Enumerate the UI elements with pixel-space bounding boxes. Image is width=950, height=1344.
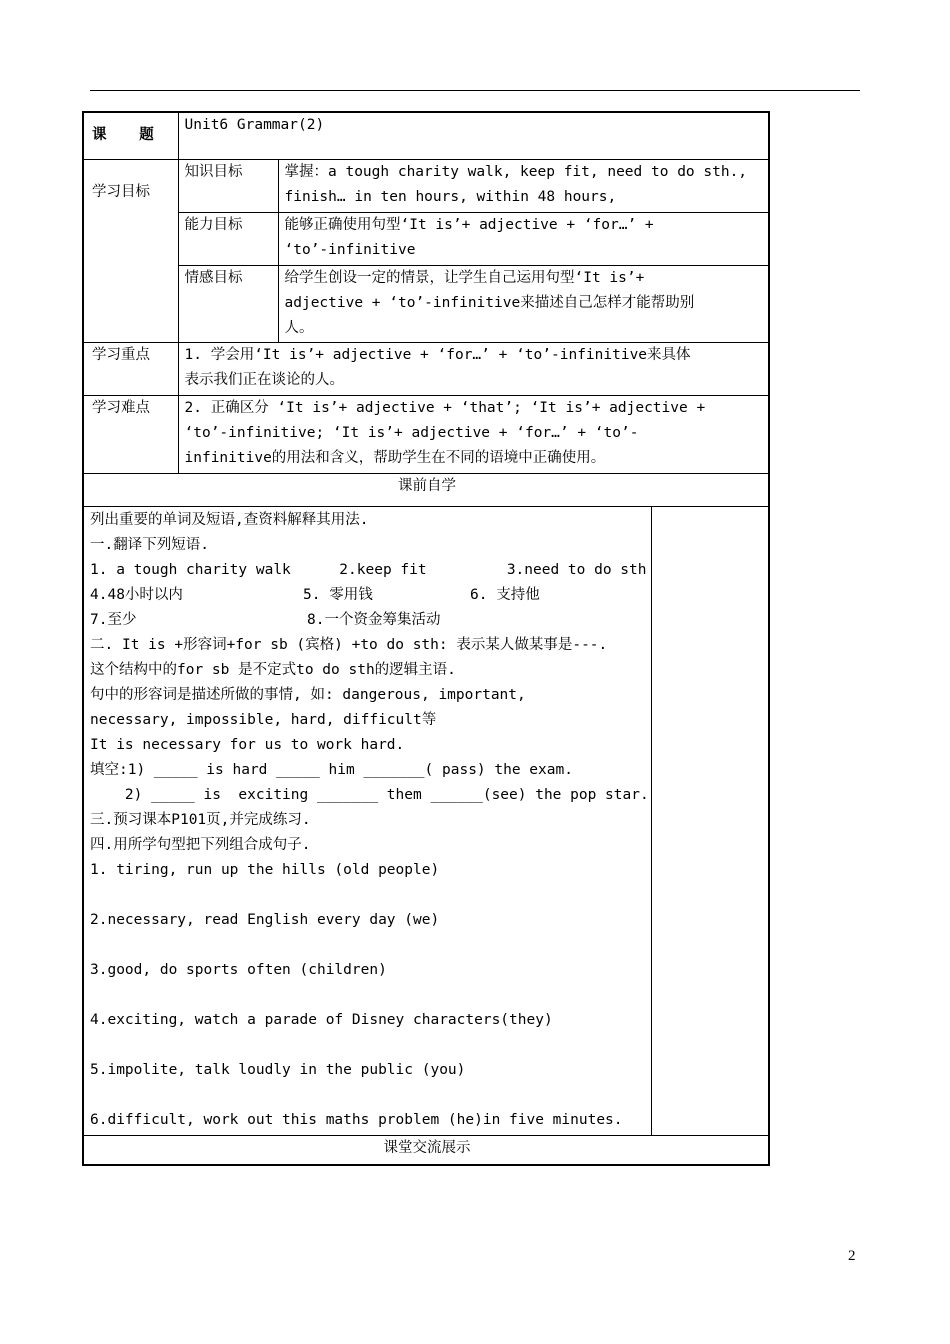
goal-text-emotion	[278, 265, 769, 342]
page-number: 2	[848, 1248, 856, 1264]
header-rule	[90, 90, 860, 91]
section-title: 三.预习课本P101页,并完成练习.	[90, 811, 311, 828]
prestudy-header-row	[83, 473, 769, 506]
focus-line: 表示我们正在谈论的人。	[184, 371, 344, 388]
phrase-item: 2.keep fit	[339, 561, 427, 578]
answer-space[interactable]	[90, 1033, 647, 1058]
focus-row	[83, 342, 769, 395]
goals-label: 学习目标	[83, 159, 178, 342]
goal-text-ability	[278, 212, 769, 265]
phrase-item: 6. 支持他	[470, 586, 540, 603]
goal-row-emotion	[83, 265, 769, 342]
focus-line: 1. 学会用‘It is’+ adjective + ‘for…’ + ‘to’-infinitive来具体	[184, 346, 691, 363]
difficulty-label: 学习难点	[83, 395, 178, 473]
phrase-item: 3.need to do sth	[506, 561, 647, 578]
classroom-header-row	[83, 1135, 769, 1165]
prestudy-intro: 列出重要的单词及短语,查资料解释其用法.	[90, 511, 369, 528]
grammar-line: 2) _____ is exciting _______ them ______(see) the pop star.	[90, 786, 649, 803]
sentence-item: 1. tiring, run up the hills (old people)	[90, 861, 440, 878]
goal-name-ability: 能力目标	[178, 212, 278, 265]
difficulty-line: infinitive的用法和含义，帮助学生在不同的语境中正确使用。	[184, 449, 606, 466]
goal-row-knowledge	[83, 159, 769, 212]
difficulty-line: ‘to’-infinitive; ‘It is’+ adjective + ‘for…’ + ‘to’-	[184, 424, 639, 441]
grammar-line: 二. It is +形容词+for sb (宾格) +to do sth: 表示某人做某事是---.	[90, 636, 608, 653]
phrase-item: 1. a tough charity walk	[90, 561, 291, 578]
notes-column	[651, 506, 769, 1135]
goal-line: 给学生创设一定的情景，让学生自己运用句型‘It is’+	[284, 269, 645, 286]
grammar-line: 这个结构中的for sb 是不定式to do sth的逻辑主语.	[90, 661, 456, 678]
phrase-item: 8.一个资金筹集活动	[307, 611, 441, 628]
sentence-item: 3.good, do sports often (children)	[90, 961, 387, 978]
phrase-item: 5. 零用钱	[303, 586, 373, 603]
difficulty-line: 2. 正确区分 ‘It is’+ adjective + ‘that’; ‘It is’+ adjective +	[184, 399, 706, 416]
lesson-plan-table	[82, 111, 770, 1166]
course-label: 课 题	[83, 112, 178, 159]
sentence-item: 6.difficult, work out this maths problem (he)in five minutes.	[90, 1111, 623, 1128]
course-row	[83, 112, 769, 159]
course-value: Unit6 Grammar(2)	[178, 112, 769, 159]
section-title: 四.用所学句型把下列组合成句子.	[90, 836, 311, 853]
sentence-item: 4.exciting, watch a parade of Disney characters(they)	[90, 1011, 553, 1028]
phrase-row	[90, 583, 647, 608]
goal-row-ability	[83, 212, 769, 265]
phrase-row	[90, 608, 647, 633]
goal-line: 人。	[284, 319, 314, 336]
answer-space[interactable]	[90, 983, 647, 1008]
grammar-line: 句中的形容词是描述所做的事情, 如: dangerous, important,	[90, 686, 526, 703]
sentence-item: 5.impolite, talk loudly in the public (you)	[90, 1061, 466, 1078]
phrase-item: 4.48小时以内	[90, 586, 183, 603]
difficulty-text	[178, 395, 769, 473]
goal-line: ‘to’-infinitive	[284, 241, 416, 258]
grammar-line: 填空:1) _____ is hard _____ him _______( pass) the exam.	[90, 761, 573, 778]
prestudy-row	[83, 506, 769, 1135]
phrase-row	[90, 558, 647, 583]
grammar-line: necessary, impossible, hard, difficult等	[90, 711, 437, 728]
goal-text-knowledge	[278, 159, 769, 212]
goal-line: adjective + ‘to’-infinitive来描述自己怎样才能帮助别	[284, 294, 695, 311]
sentence-item: 2.necessary, read English every day (we)	[90, 911, 440, 928]
prestudy-header: 课前自学	[83, 473, 769, 506]
answer-space[interactable]	[90, 1083, 647, 1108]
answer-space[interactable]	[90, 933, 647, 958]
answer-space[interactable]	[90, 883, 647, 908]
section-title: 一.翻译下列短语.	[90, 536, 209, 553]
goal-line: 掌握：a tough charity walk, keep fit, need to do sth.,	[284, 163, 748, 180]
goal-line: 能够正确使用句型‘It is’+ adjective + ‘for…’ +	[284, 216, 654, 233]
difficulty-row	[83, 395, 769, 473]
goal-name-knowledge: 知识目标	[178, 159, 278, 212]
prestudy-content	[83, 506, 651, 1135]
classroom-header: 课堂交流展示	[83, 1135, 769, 1165]
goal-name-emotion: 情感目标	[178, 265, 278, 342]
focus-text	[178, 342, 769, 395]
phrase-item: 7.至少	[90, 611, 137, 628]
grammar-line: It is necessary for us to work hard.	[90, 736, 405, 753]
focus-label: 学习重点	[83, 342, 178, 395]
goal-line: finish… in ten hours, within 48 hours,	[284, 188, 617, 205]
